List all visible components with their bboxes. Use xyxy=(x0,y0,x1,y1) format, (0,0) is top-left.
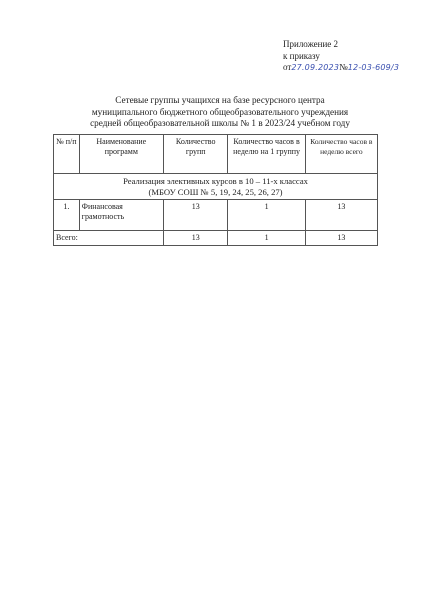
order-reference-label: к приказу xyxy=(283,50,320,61)
header-program-name: Наименование программ xyxy=(79,135,163,174)
header-groups-count: Количество групп xyxy=(163,135,228,174)
total-hours-per-group: 1 xyxy=(228,231,305,246)
header-hours-per-group: Количество часов в неделю на 1 группу xyxy=(228,135,305,174)
title-line-3: средней общеобразовательной школы № 1 в 2023/24 учебном году xyxy=(90,118,350,128)
table-header-row xyxy=(54,135,378,174)
title-line-1: Сетевые группы учащихся на базе ресурсного центра xyxy=(115,95,325,105)
row-number: 1. xyxy=(54,200,80,231)
title-line-2: муниципального бюджетного общеобразовательного учреждения xyxy=(91,106,349,117)
row-hours-total: 13 xyxy=(305,200,377,231)
total-groups-count: 13 xyxy=(163,231,228,246)
total-hours-total: 13 xyxy=(305,231,377,246)
row-groups-count: 13 xyxy=(163,200,228,231)
order-number-handwritten: 12-03-609/3 xyxy=(347,63,400,72)
total-label: Всего: xyxy=(54,231,164,246)
table-row xyxy=(54,200,378,231)
row-program-name: Финансовая грамотность xyxy=(79,200,163,231)
section-heading-line-1: Реализация элективных курсов в 10 – 11-х классах xyxy=(123,176,308,186)
section-heading xyxy=(54,174,378,200)
header-hours-total: Количество часов в неделю всего xyxy=(305,135,377,174)
section-row xyxy=(54,174,378,200)
header-number: № п/п xyxy=(54,135,80,174)
network-groups-table xyxy=(53,134,378,246)
order-date-prefix: от xyxy=(283,62,292,72)
order-date-handwritten: 27.09.2023 xyxy=(291,63,340,72)
total-row xyxy=(54,231,378,246)
appendix-label: Приложение 2 xyxy=(283,39,339,49)
document-title xyxy=(70,95,370,130)
order-date-number-line xyxy=(283,62,399,74)
row-hours-per-group: 1 xyxy=(228,200,305,231)
appendix-block xyxy=(283,39,399,74)
order-number-prefix: № xyxy=(339,62,348,72)
section-heading-line-2: (МБОУ СОШ № 5, 19, 24, 25, 26, 27) xyxy=(148,186,283,197)
